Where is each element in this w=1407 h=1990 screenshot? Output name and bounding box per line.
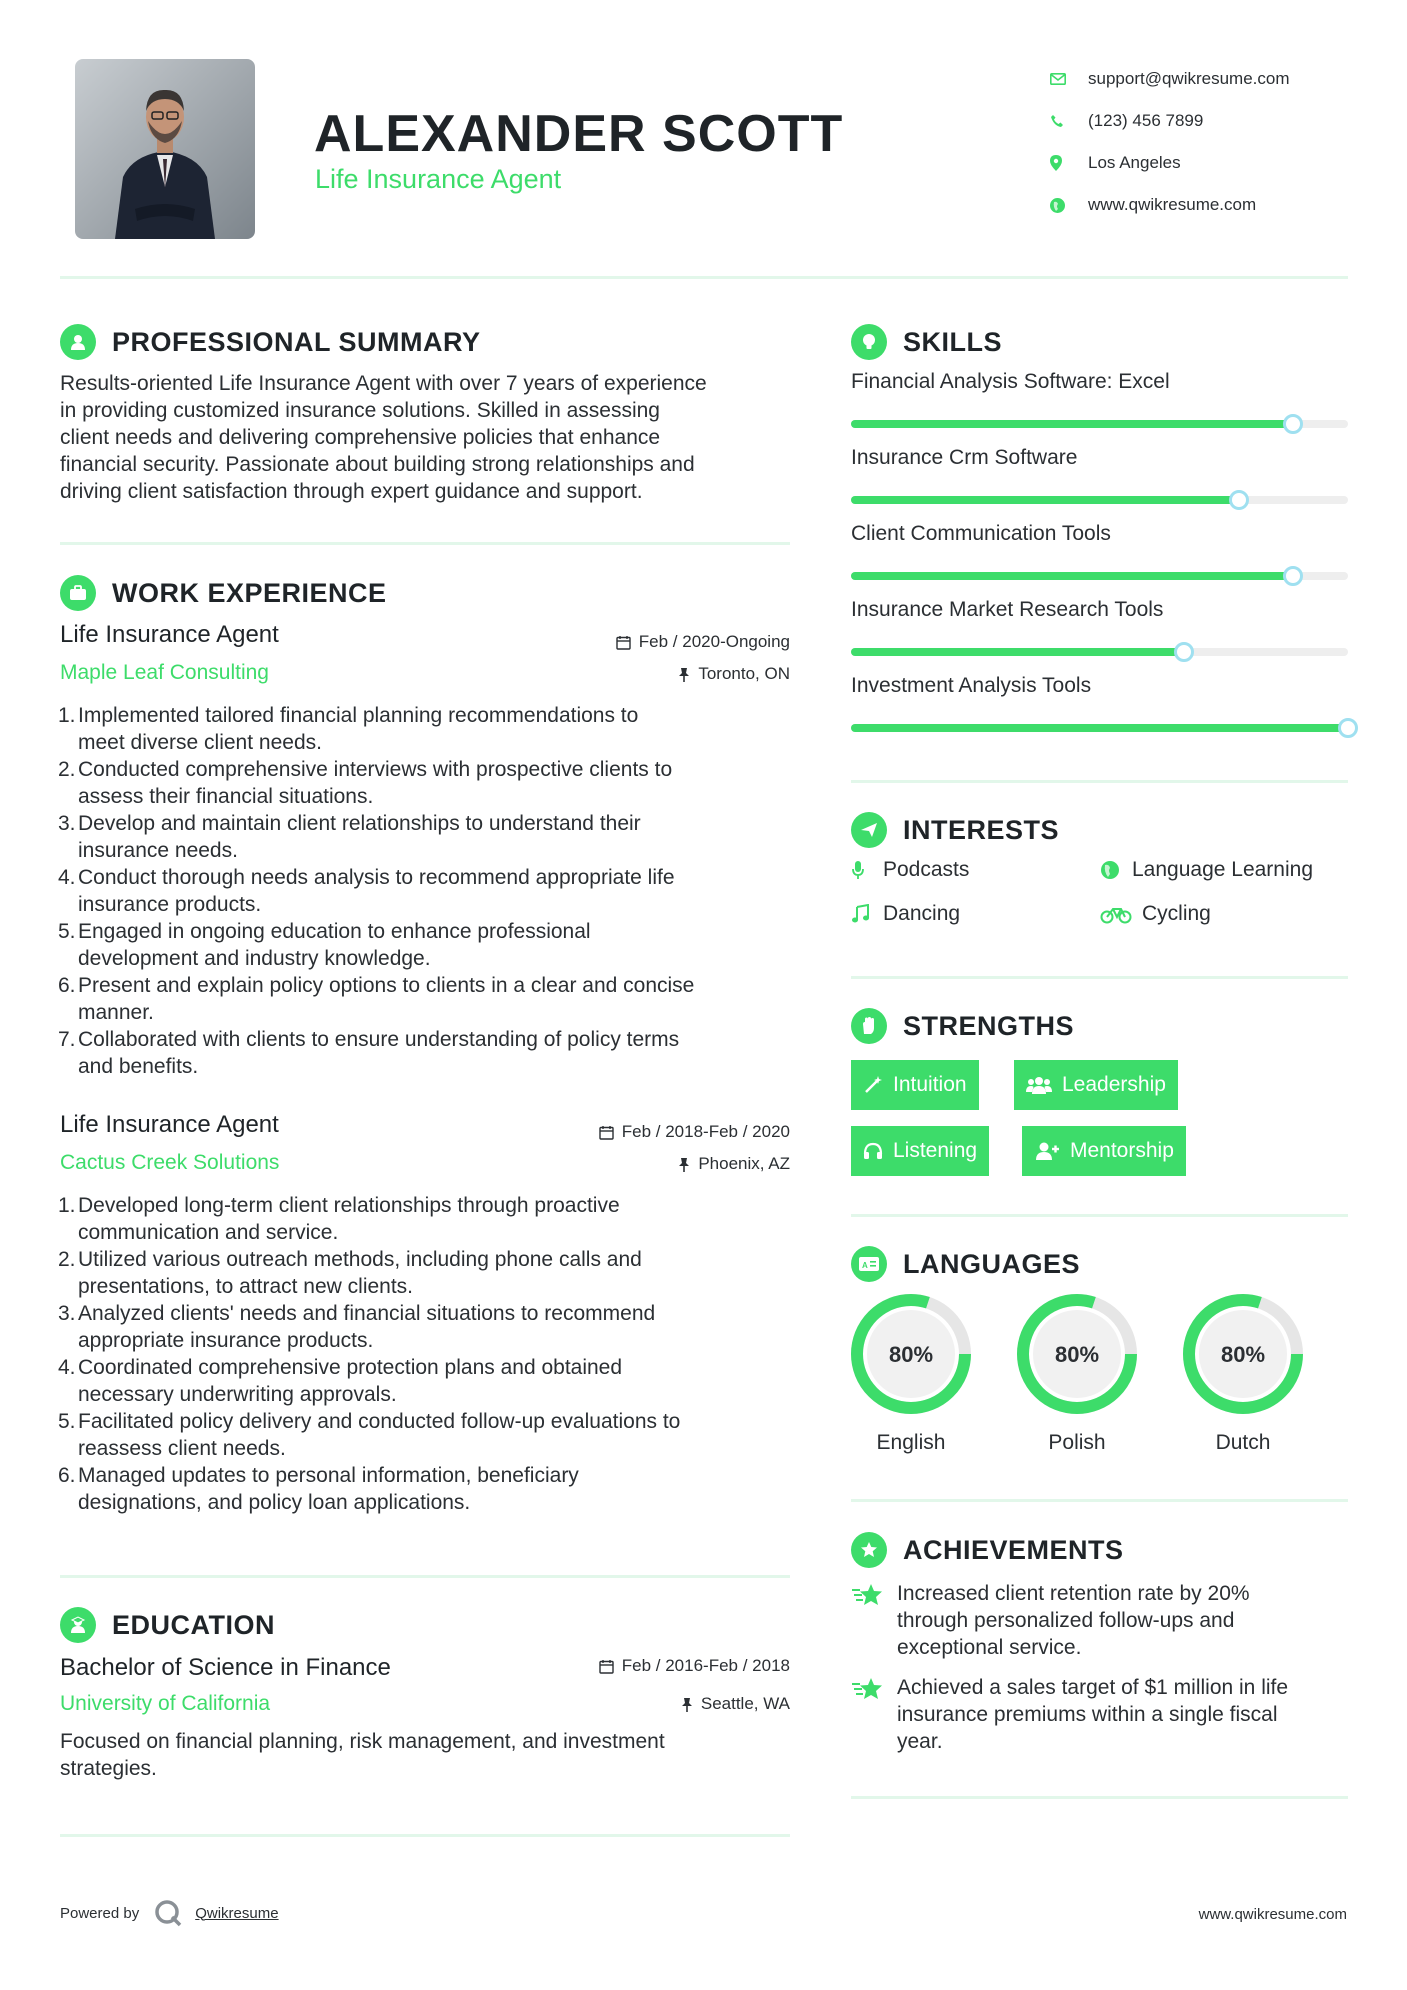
list-item: 3. Analyzed clients' needs and financial situations to recommend appropriate insurance products.: [58, 1302, 656, 1352]
language-label: Polish: [1048, 1431, 1106, 1454]
globe-icon: [1050, 198, 1088, 213]
job-location: [678, 1154, 790, 1174]
list-item: 3. Develop and maintain client relationships to understand their insurance needs.: [58, 812, 641, 862]
achievements-divider: [851, 1796, 1348, 1799]
profile-photo: [75, 59, 255, 239]
calendar-icon: [599, 1125, 614, 1140]
language-ring: [1181, 1292, 1305, 1416]
strengths-heading: [851, 1008, 1074, 1044]
skill-label: Client Communication Tools: [851, 522, 1111, 545]
interests-heading: [851, 812, 1059, 848]
job-dates: [599, 1122, 790, 1142]
interest-label: Cycling: [1142, 902, 1211, 925]
skill-bar-knob: [1229, 490, 1249, 510]
job-location-value: Toronto, ON: [698, 664, 790, 683]
achievement-line: year.: [897, 1730, 943, 1753]
contact-phone-value: (123) 456 7899: [1088, 111, 1204, 130]
calendar-icon: [616, 635, 631, 650]
qwikresume-link[interactable]: Qwikresume: [195, 1904, 279, 1922]
skill-bar: [851, 496, 1348, 504]
footer-website[interactable]: www.qwikresume.com: [1198, 1906, 1347, 1923]
contact-location: [1050, 142, 1380, 184]
list-item: 6. Managed updates to personal information, beneficiary designations, and policy loan applications.: [58, 1464, 579, 1514]
summary-text: [60, 370, 800, 505]
list-item: 4. Coordinated comprehensive protection plans and obtained necessary underwriting approvals.: [58, 1356, 623, 1406]
list-item: 1. Developed long-term client relationships through proactive communication and service.: [58, 1194, 620, 1244]
skill-bar-knob: [1283, 566, 1303, 586]
strength-label: Leadership: [1062, 1073, 1166, 1096]
powered-by-label: Powered by: [60, 1904, 140, 1922]
job-location: [678, 664, 790, 684]
interests-title: INTERESTS: [903, 814, 1060, 845]
contact-location-value: Los Angeles: [1088, 153, 1181, 172]
achievements-title: ACHIEVEMENTS: [903, 1534, 1124, 1565]
music-note-icon: [851, 904, 883, 924]
experience-heading: [60, 575, 387, 611]
language-item: [849, 1292, 973, 1455]
education-location: [681, 1694, 790, 1714]
language-ring: [849, 1292, 973, 1416]
skill-label: Financial Analysis Software: Excel: [851, 370, 1170, 393]
education-line: Focused on financial planning, risk management, and investment: [60, 1730, 665, 1753]
skill-bar: [851, 724, 1348, 732]
user-plus-icon: [1034, 1141, 1060, 1161]
education-location-value: Seattle, WA: [700, 1694, 790, 1713]
list-item: 5. Engaged in ongoing education to enhance professional development and industry knowledge.: [58, 920, 591, 970]
contact-list: [1050, 58, 1380, 226]
users-icon: [1026, 1075, 1052, 1095]
education-heading: [60, 1607, 275, 1643]
language-ring: [1015, 1292, 1139, 1416]
language-item: [1015, 1292, 1139, 1455]
skill-bar-knob: [1283, 414, 1303, 434]
bicycle-icon: [1100, 904, 1142, 924]
language-label: Dutch: [1215, 1431, 1271, 1454]
job-responsibilities: [60, 1192, 800, 1516]
achievement-line: Achieved a sales target of $1 million in life: [897, 1676, 1289, 1699]
microphone-icon: [851, 860, 883, 880]
paper-plane-icon: [851, 812, 887, 848]
phone-icon: [1050, 114, 1088, 128]
summary-divider: [60, 542, 790, 545]
strength-chip: [851, 1060, 979, 1110]
footer-powered-by: [60, 1898, 279, 1928]
skills-title: SKILLS: [903, 326, 1003, 357]
interest-label: Language Learning: [1132, 858, 1314, 881]
education-dates-value: Feb / 2016-Feb / 2018: [621, 1656, 790, 1675]
job-location-value: Phoenix, AZ: [698, 1154, 790, 1173]
education-divider: [60, 1834, 790, 1837]
list-item: 2. Conducted comprehensive interviews with prospective clients to assess their financial situations.: [58, 758, 673, 808]
interest-item: [851, 858, 969, 882]
education-title: EDUCATION: [112, 1609, 275, 1640]
education-dates: [599, 1656, 790, 1676]
qwikresume-logo-icon: [153, 1898, 183, 1928]
strengths-title: STRENGTHS: [903, 1010, 1075, 1041]
pushpin-icon: [678, 1157, 690, 1172]
hand-icon: [851, 1008, 887, 1044]
pushpin-icon: [678, 667, 690, 682]
skill-bar: [851, 572, 1348, 580]
summary-line: financial security. Passionate about building strong relationships and: [60, 453, 695, 476]
achievement-line: insurance premiums within a single fiscal: [897, 1703, 1278, 1726]
job-title: Life Insurance Agent: [60, 621, 279, 648]
language-item: [1181, 1292, 1305, 1455]
summary-title: PROFESSIONAL SUMMARY: [112, 326, 481, 357]
strength-chip: [1022, 1126, 1186, 1176]
list-item: 6. Present and explain policy options to clients in a clear and concise manner.: [58, 974, 695, 1024]
languages-title: LANGUAGES: [903, 1248, 1081, 1279]
achievement-line: Increased client retention rate by 20%: [897, 1582, 1250, 1605]
languages-heading: [851, 1246, 1080, 1282]
list-item: 2. Utilized various outreach methods, including phone calls and presentations, to attract new clients.: [58, 1248, 642, 1298]
interests-divider: [851, 976, 1348, 979]
education-description: [60, 1728, 800, 1782]
interest-item: [1100, 902, 1211, 926]
header-divider: [60, 276, 1348, 279]
headphones-icon: [863, 1141, 883, 1161]
calendar-icon: [599, 1659, 614, 1674]
interest-label: Dancing: [883, 902, 961, 925]
experience-title: WORK EXPERIENCE: [112, 577, 387, 608]
language-card-icon: [851, 1246, 887, 1282]
magic-wand-icon: [863, 1075, 883, 1095]
lightbulb-icon: [851, 324, 887, 360]
job-title: Life Insurance Agent: [60, 1111, 279, 1138]
language-percent: 80%: [1054, 1342, 1100, 1367]
skill-bar-knob: [1338, 718, 1358, 738]
achievement-line: exceptional service.: [897, 1636, 1082, 1659]
strength-label: Mentorship: [1070, 1139, 1174, 1162]
contact-email-value: support@qwikresume.com: [1088, 69, 1290, 88]
language-label: English: [876, 1431, 946, 1454]
trophy-star-icon: [851, 1532, 887, 1568]
user-icon: [60, 324, 96, 360]
contact-website-value: www.qwikresume.com: [1088, 195, 1257, 214]
job-dates-value: Feb / 2018-Feb / 2020: [621, 1122, 790, 1141]
strength-chip: [851, 1126, 989, 1176]
strength-label: Intuition: [893, 1073, 967, 1096]
achievements-heading: [851, 1532, 1124, 1568]
skill-bar-fill: [851, 420, 1293, 428]
summary-heading: [60, 324, 481, 360]
languages-divider: [851, 1499, 1348, 1502]
experience-divider: [60, 1575, 790, 1578]
education-line: strategies.: [60, 1757, 157, 1780]
skill-bar: [851, 648, 1348, 656]
strength-chip: [1014, 1060, 1178, 1110]
summary-line: in providing customized insurance solutions. Skilled in assessing: [60, 399, 660, 422]
skill-bar: [851, 420, 1348, 428]
job-dates: [616, 632, 790, 652]
summary-line: Results-oriented Life Insurance Agent with over 7 years of experience: [60, 372, 707, 395]
job-company: Maple Leaf Consulting: [60, 661, 269, 684]
interest-item: [1100, 858, 1313, 882]
achievement-item: [851, 1674, 1331, 1755]
map-pin-icon: [1050, 155, 1088, 171]
candidate-role: Life Insurance Agent: [315, 164, 562, 194]
achievement-line: through personalized follow-ups and: [897, 1609, 1235, 1632]
skill-label: Insurance Crm Software: [851, 446, 1078, 469]
summary-line: client needs and delivering comprehensive policies that enhance: [60, 426, 661, 449]
job-responsibilities: [60, 702, 800, 1080]
school-name: University of California: [60, 1692, 271, 1715]
graduate-icon: [60, 1607, 96, 1643]
interest-label: Podcasts: [883, 858, 970, 881]
list-item: 4. Conduct thorough needs analysis to recommend appropriate life insurance products.: [58, 866, 675, 916]
star-icon: [851, 1580, 897, 1661]
degree-title: Bachelor of Science in Finance: [60, 1654, 391, 1681]
skill-bar-fill: [851, 648, 1184, 656]
skill-bar-fill: [851, 496, 1239, 504]
list-item: 7. Collaborated with clients to ensure understanding of policy terms and benefits.: [58, 1028, 680, 1078]
envelope-icon: [1050, 73, 1088, 85]
language-percent: 80%: [888, 1342, 934, 1367]
skills-divider: [851, 780, 1348, 783]
skill-label: Insurance Market Research Tools: [851, 598, 1164, 621]
briefcase-icon: [60, 575, 96, 611]
star-icon: [851, 1674, 897, 1755]
skill-bar-knob: [1174, 642, 1194, 662]
list-item: 1. Implemented tailored financial planning recommendations to meet diverse client needs.: [58, 704, 639, 754]
contact-email[interactable]: [1050, 58, 1380, 100]
skill-bar-fill: [851, 724, 1348, 732]
globe-icon: [1100, 860, 1132, 880]
pushpin-icon: [681, 1697, 693, 1712]
achievement-item: [851, 1580, 1331, 1661]
skill-bar-fill: [851, 572, 1293, 580]
candidate-name: ALEXANDER SCOTT: [314, 105, 844, 163]
skill-label: Investment Analysis Tools: [851, 674, 1092, 697]
contact-phone[interactable]: [1050, 100, 1380, 142]
summary-line: driving client satisfaction through expert guidance and support.: [60, 480, 643, 503]
interest-item: [851, 902, 960, 926]
job-company: Cactus Creek Solutions: [60, 1151, 280, 1174]
strength-label: Listening: [893, 1139, 978, 1162]
list-item: 5. Facilitated policy delivery and conducted follow-up evaluations to reassess client needs.: [58, 1410, 681, 1460]
language-percent: 80%: [1220, 1342, 1266, 1367]
job-dates-value: Feb / 2020-Ongoing: [638, 632, 790, 651]
skills-heading: [851, 324, 1002, 360]
svg-text:A: A: [862, 1261, 869, 1270]
contact-website[interactable]: [1050, 184, 1380, 226]
strengths-divider: [851, 1214, 1348, 1217]
